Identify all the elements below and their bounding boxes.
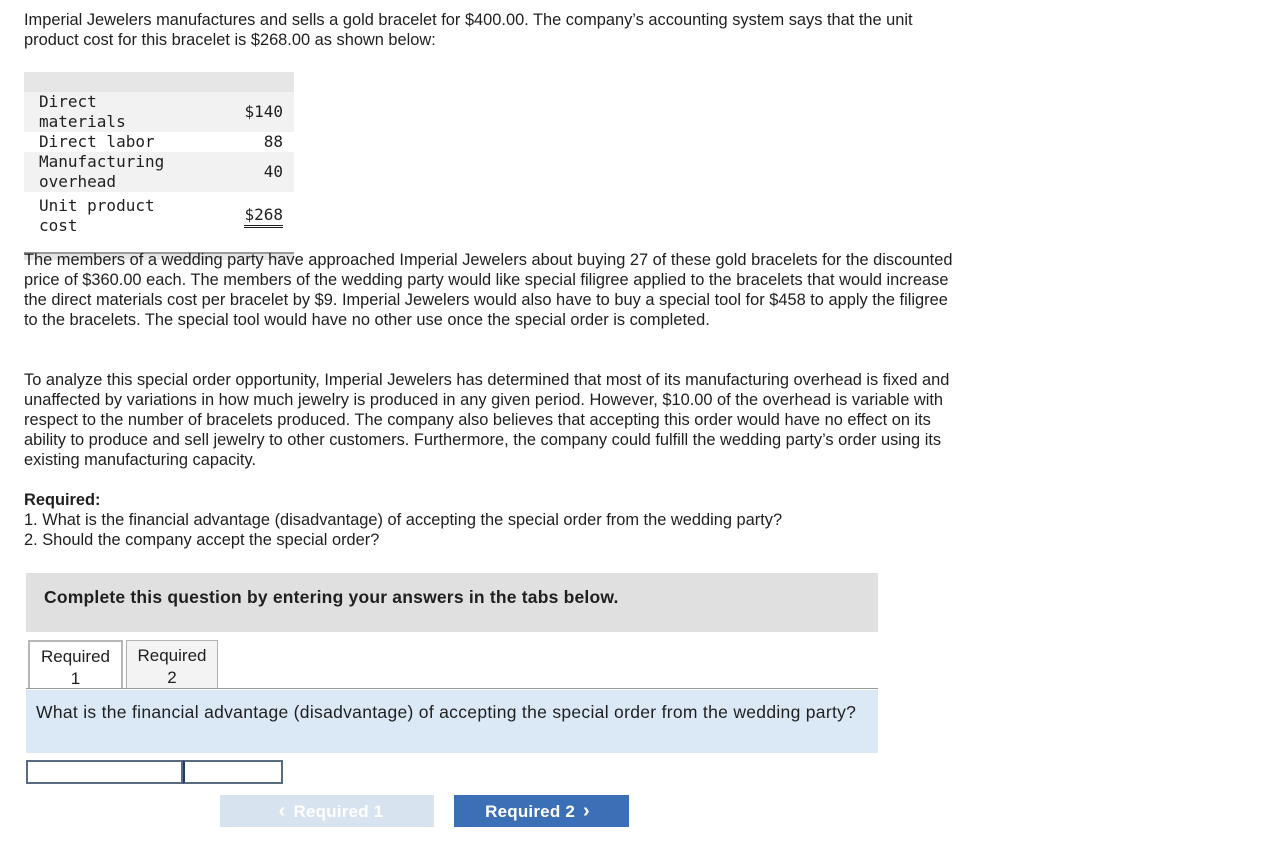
tab-label: Required — [41, 647, 110, 666]
total-row — [24, 192, 294, 240]
row-value: $140 — [199, 92, 294, 132]
prev-label: Required 1 — [293, 802, 384, 821]
instruction-banner: Complete this question by entering your answers in the tabs below. — [26, 573, 878, 632]
required-section — [24, 490, 964, 550]
paragraph-analysis: To analyze this special order opportunity, Imperial Jewelers has determined that most of its manufacturing overhead is fixed and unaffected by variations in how much jewelry is produced in any given period. However, $10.00 of the overhead is variable with respect to the number of bracelets produced. The company also believes that accepting this order would have no effect on its ability to produce and sell jewelry to other customers. Furthermore, the company could fulfill the wedding party’s order using its existing manufacturing capacity. — [24, 371, 950, 469]
answer-row — [26, 760, 283, 784]
tab-number: 1 — [70, 669, 81, 688]
answer-amount-input[interactable] — [183, 760, 283, 784]
tab-divider — [26, 688, 878, 689]
tab-number: 2 — [167, 668, 177, 687]
next-label: Required 2 — [485, 802, 575, 821]
chevron-left-icon: ‹ — [278, 800, 286, 822]
tab-required-1[interactable] — [28, 640, 123, 688]
tab-bar — [28, 640, 221, 688]
cost-table — [24, 72, 294, 260]
cost-table-header — [24, 72, 294, 92]
required-heading: Required: — [24, 491, 101, 509]
row-label: Direct labor — [39, 132, 155, 151]
row-label: Direct materials — [24, 92, 199, 132]
next-required-button[interactable] — [454, 795, 629, 827]
table-row — [24, 132, 294, 152]
prev-required-button[interactable] — [220, 795, 434, 827]
required-item-2: 2. Should the company accept the special order? — [24, 531, 380, 549]
paragraph-order: The members of a wedding party have approached Imperial Jewelers about buying 27 of these gold bracelets for the discounted price of $360.00 each. The members of the wedding party would like special filigree applied to the bracelets that would increase the direct materials cost per bracelet by $9. Imperial Jewelers would also have to buy a special tool for $458 to apply the filigree to the bracelets. The special tool would have no other use once the special order is completed. — [24, 251, 953, 329]
tab-label: Required — [137, 646, 207, 665]
row-value: 40 — [199, 152, 294, 192]
answer-label-input[interactable] — [26, 760, 183, 784]
row-value: 88 — [263, 132, 283, 151]
total-value — [199, 192, 294, 240]
table-row — [24, 152, 294, 192]
total-label: Unit product cost — [39, 196, 155, 235]
intro-text: Imperial Jewelers manufactures and sells a gold bracelet for $400.00. The company’s accounting system says that the unit product cost for this bracelet is $268.00 as shown below: — [24, 11, 913, 49]
row-label: Manufacturing overhead — [24, 152, 199, 192]
question-prompt: What is the financial advantage (disadvantage) of accepting the special order from the wedding party? — [26, 690, 878, 753]
total-amount: $268 — [244, 205, 283, 228]
chevron-right-icon: › — [582, 800, 590, 822]
required-item-1: 1. What is the financial advantage (disadvantage) of accepting the special order from the wedding party? — [24, 511, 783, 529]
tab-required-2[interactable] — [126, 640, 218, 688]
table-row — [24, 92, 294, 132]
